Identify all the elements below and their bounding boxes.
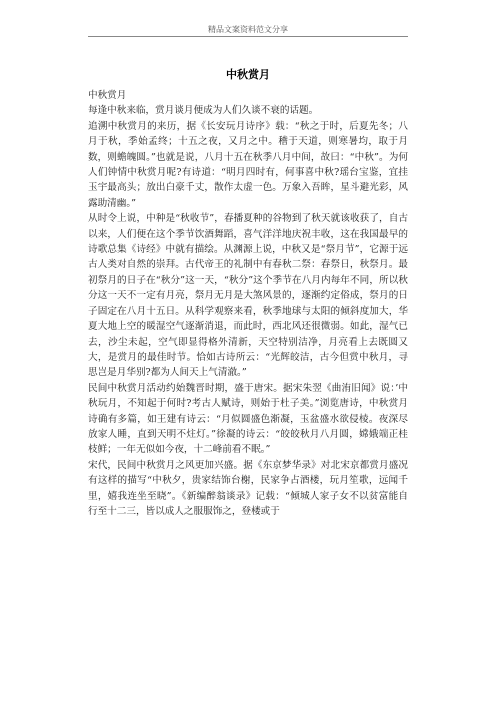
paragraph: 宋代，民间中秋赏月之风更加兴盛。据《东京梦华录》对北宋京都赏月盛况有这样的描写“中秋夕，贵家结饰台榭，民家争占酒楼，玩月笙歌，远闻千里，嬉我连坐至晓”。《新编醉翁谈录》记载：“倾城人家子女不以贫富能自行至十二三，皆以成人之服服饰之，登楼或于 [88, 459, 408, 517]
document-title: 中秋赏月 [226, 68, 270, 81]
header-divider [88, 36, 408, 37]
page-header: 精品文案资料范文分享 [208, 25, 288, 34]
paragraph: 每逢中秋来临，赏月谈月便成为人们久谈不衰的话题。 [88, 105, 319, 117]
paragraph: 从时令上说，中种是“秋收节”，春播夏种的谷物到了秋天就该收获了，自古以来，人们便在这个季节饮酒舞蹈，喜气洋洋地庆祝丰收，这在我国最早的诗歌总集《诗经》中就有描绘。从渊源上说，中秋又是“祭月节”，它源于远古人类对自然的崇拜。古代帝王的礼制中有春秋二祭：春祭日，秋祭月。最初祭月的日子在“秋分”这一天，“秋分”这个季节在八月内每年不同，所以秋分这一天不一定有月亮，祭月无月是大煞风景的，逐渐约定俗成，祭月的日子固定在八月十五日。从科学观察来看，秋季地球与太阳的倾斜度加大，华夏大地上空的暖湿空气逐渐消退，而此时，西北风还很微弱。如此，湿气已去，沙尘未起，空气即显得格外清新，天空特别洁净，月亮看上去既圆又大，是赏月的最佳时节。恰如古诗所云：“光辉皎洁，古今但赏中秋月，寻思岂是月华别?都为人间天上气清澈。” [88, 213, 408, 379]
document-body [88, 88, 408, 519]
paragraph: 追溯中秋赏月的来历，据《长安玩月诗序》载：“秋之于时，后夏先冬；八月于秋，季始孟终；十五之夜，又月之中。稽于天道，则寒暑均，取于月数，则蟾魄圆。”也就是说，八月十五在秋季八月中间，故曰：“中秋”。为何人们钟情中秋赏月呢?有诗道：“明月四时有，何事喜中秋?瑶台宝鉴，宜挂玉宇最高头；放出白豪千丈，散作太虚一色。万象入吾眸，星斗避光彩，风露助清幽。” [88, 120, 408, 209]
paragraph-subtitle: 中秋赏月 [88, 90, 127, 101]
paragraph: 民间中秋赏月活动约始魏晋时期，盛于唐宋。据宋朱翌《曲洧旧闻》说：’中秋玩月，不知起于何时?考古人赋诗，则始于杜子美。”浏览唐诗，中秋赏月诗确有多篇，如王建有诗云：“月似圆盛色渐凝，玉盆盛水欲侵棱。夜深尽放家人睡，直到天明不炷灯。”徐凝的诗云：“皎皎秋月八月圆，嫦娥端正桂枝鲜；一年无似如今夜，十二峰前看不眠。” [88, 382, 408, 456]
